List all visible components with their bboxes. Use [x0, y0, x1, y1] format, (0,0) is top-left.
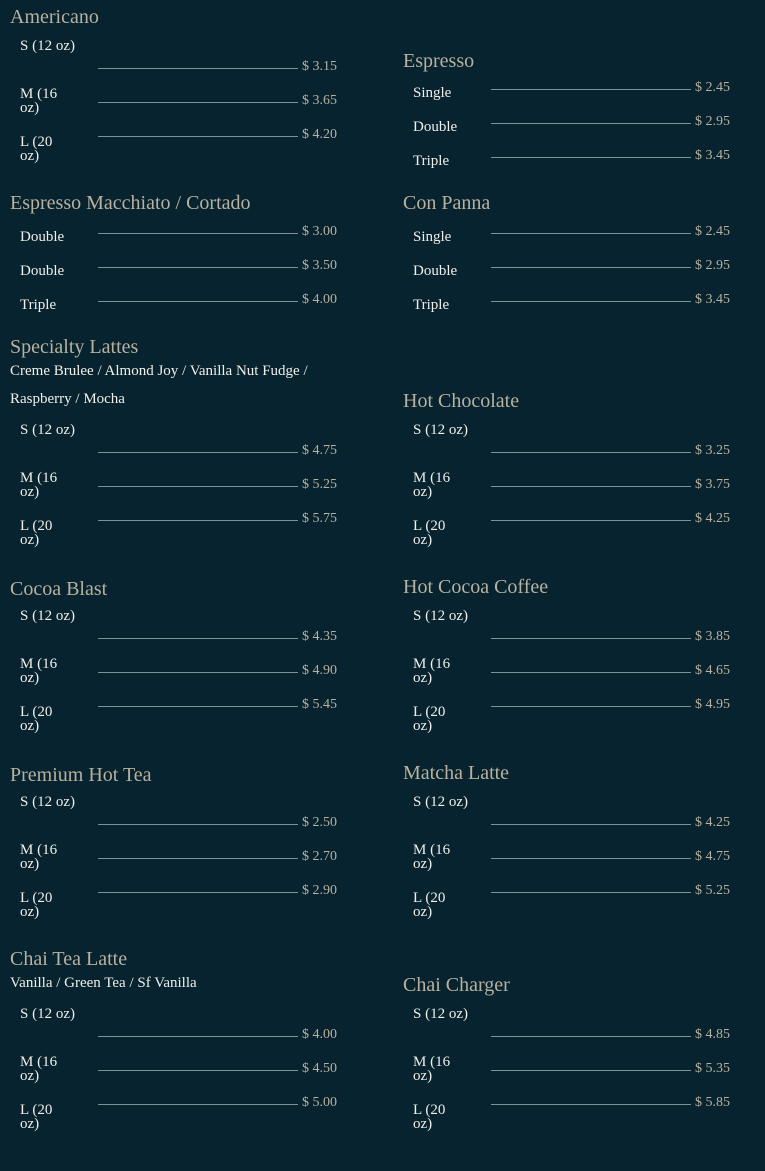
item-size: S (12 oz): [20, 1006, 75, 1022]
item-size: Double: [413, 119, 458, 135]
item-price: $ 4.20: [302, 127, 337, 142]
leader-line: [491, 638, 691, 639]
menu-item: [10, 511, 355, 551]
menu-item: [403, 292, 748, 324]
item-size: S (12 oz): [20, 38, 75, 54]
leader-line: [491, 1104, 691, 1105]
menu-item: [403, 697, 748, 737]
section-title: Premium Hot Tea: [10, 764, 152, 786]
item-size: S (12 oz): [413, 1006, 468, 1022]
section-title: Cocoa Blast: [10, 578, 108, 600]
leader-line: [98, 136, 298, 137]
item-size: L (20 oz): [20, 518, 53, 548]
item-price: $ 4.75: [695, 849, 730, 864]
item-price: $ 4.65: [695, 663, 730, 678]
menu-item: [403, 224, 748, 256]
item-size: L (20 oz): [20, 704, 53, 734]
item-price: $ 2.70: [302, 849, 337, 864]
section-subtitle: Raspberry / Mocha: [10, 391, 125, 407]
item-price: $ 3.65: [302, 93, 337, 108]
item-size: M (16 oz): [413, 1054, 451, 1084]
item-size: S (12 oz): [20, 608, 75, 624]
menu-item: [403, 471, 748, 503]
item-size: L (20 oz): [20, 134, 53, 164]
menu-item: [403, 657, 748, 689]
menu-item: [10, 471, 355, 503]
item-price: $ 5.75: [302, 511, 337, 526]
item-price: $ 4.00: [302, 1027, 337, 1042]
item-size: M (16 oz): [20, 470, 58, 500]
menu-item: [403, 258, 748, 290]
item-size: M (16 oz): [20, 656, 58, 686]
leader-line: [491, 824, 691, 825]
leader-line: [98, 102, 298, 103]
leader-line: [98, 520, 298, 521]
item-price: $ 3.45: [695, 148, 730, 163]
leader-line: [98, 672, 298, 673]
leader-line: [98, 1104, 298, 1105]
menu-item: [10, 1006, 355, 1042]
section-title: Con Panna: [403, 192, 491, 214]
menu-item: [403, 843, 748, 875]
item-price: $ 2.90: [302, 883, 337, 898]
menu-item: [403, 511, 748, 551]
item-size: L (20 oz): [413, 1102, 446, 1132]
leader-line: [98, 301, 298, 302]
item-price: $ 5.45: [302, 697, 337, 712]
leader-line: [98, 638, 298, 639]
section-subtitle: Creme Brulee / Almond Joy / Vanilla Nut Fudge /: [10, 363, 308, 379]
item-size: Double: [413, 263, 458, 279]
menu-item: [10, 843, 355, 875]
menu-item: [403, 883, 748, 923]
section-title: Espresso Macchiato / Cortado: [10, 192, 251, 214]
leader-line: [491, 706, 691, 707]
leader-line: [98, 68, 298, 69]
item-price: $ 2.95: [695, 258, 730, 273]
item-price: $ 4.00: [302, 292, 337, 307]
item-size: Triple: [413, 297, 450, 313]
menu-item: [10, 608, 355, 644]
leader-line: [491, 486, 691, 487]
menu-item: [10, 794, 355, 830]
leader-line: [491, 123, 691, 124]
menu-item: [403, 1095, 748, 1135]
menu-item: [10, 697, 355, 737]
item-price: $ 3.50: [302, 258, 337, 273]
item-size: S (12 oz): [20, 794, 75, 810]
item-size: Double: [20, 229, 65, 245]
item-price: $ 4.90: [302, 663, 337, 678]
item-size: M (16 oz): [413, 842, 451, 872]
section-subtitle: Vanilla / Green Tea / Sf Vanilla: [10, 975, 197, 991]
menu-item: [10, 38, 355, 74]
menu-item: [10, 292, 355, 324]
leader-line: [491, 452, 691, 453]
item-size: Single: [413, 85, 452, 101]
leader-line: [491, 301, 691, 302]
menu-item: [10, 883, 355, 923]
item-size: S (12 oz): [413, 608, 468, 624]
menu-item: [10, 1055, 355, 1087]
menu-item: [403, 148, 748, 180]
leader-line: [98, 706, 298, 707]
leader-line: [98, 1070, 298, 1071]
item-price: $ 3.00: [302, 224, 337, 239]
item-price: $ 4.25: [695, 815, 730, 830]
item-price: $ 5.25: [695, 883, 730, 898]
leader-line: [491, 233, 691, 234]
leader-line: [491, 1070, 691, 1071]
item-price: $ 3.75: [695, 477, 730, 492]
item-price: $ 5.85: [695, 1095, 730, 1110]
item-size: Triple: [20, 297, 57, 313]
item-price: $ 5.25: [302, 477, 337, 492]
leader-line: [98, 892, 298, 893]
section-title: Chai Tea Latte: [10, 948, 128, 970]
item-price: $ 4.85: [695, 1027, 730, 1042]
item-size: L (20 oz): [413, 518, 446, 548]
menu-item: [10, 224, 355, 256]
section-title: Espresso: [403, 50, 475, 72]
menu-item: [403, 608, 748, 644]
leader-line: [491, 1036, 691, 1037]
menu-item: [10, 127, 355, 167]
menu-item: [10, 87, 355, 119]
leader-line: [491, 89, 691, 90]
item-size: Triple: [413, 153, 450, 169]
menu-item: [10, 657, 355, 689]
leader-line: [491, 892, 691, 893]
section-title: Hot Chocolate: [403, 390, 520, 412]
leader-line: [491, 520, 691, 521]
menu-item: [403, 80, 748, 112]
item-size: Double: [20, 263, 65, 279]
menu-item: [10, 1095, 355, 1135]
item-price: $ 3.85: [695, 629, 730, 644]
item-price: $ 3.25: [695, 443, 730, 458]
section-title: Hot Cocoa Coffee: [403, 576, 549, 598]
leader-line: [491, 858, 691, 859]
item-size: L (20 oz): [20, 890, 53, 920]
item-size: L (20 oz): [413, 704, 446, 734]
item-size: S (12 oz): [413, 794, 468, 810]
item-size: S (12 oz): [413, 422, 468, 438]
item-size: M (16 oz): [413, 470, 451, 500]
menu-item: [403, 1055, 748, 1087]
leader-line: [491, 672, 691, 673]
leader-line: [98, 858, 298, 859]
item-price: $ 4.50: [302, 1061, 337, 1076]
item-price: $ 5.35: [695, 1061, 730, 1076]
item-price: $ 4.35: [302, 629, 337, 644]
leader-line: [491, 267, 691, 268]
section-title: Matcha Latte: [403, 762, 510, 784]
item-price: $ 2.50: [302, 815, 337, 830]
menu-item: [403, 1006, 748, 1042]
leader-line: [98, 486, 298, 487]
section-title: Americano: [10, 6, 99, 28]
item-size: S (12 oz): [20, 422, 75, 438]
item-size: L (20 oz): [413, 890, 446, 920]
item-size: M (16 oz): [20, 1054, 58, 1084]
menu-item: [403, 794, 748, 830]
item-size: L (20 oz): [20, 1102, 53, 1132]
item-size: Single: [413, 229, 452, 245]
item-price: $ 3.15: [302, 59, 337, 74]
item-price: $ 4.25: [695, 511, 730, 526]
item-size: M (16 oz): [413, 656, 451, 686]
section-title: Specialty Lattes: [10, 336, 139, 358]
menu-item: [403, 114, 748, 146]
item-price: $ 2.95: [695, 114, 730, 129]
menu-item: [403, 422, 748, 458]
item-price: $ 4.95: [695, 697, 730, 712]
leader-line: [491, 157, 691, 158]
leader-line: [98, 452, 298, 453]
item-price: $ 2.45: [695, 80, 730, 95]
item-price: $ 5.00: [302, 1095, 337, 1110]
leader-line: [98, 824, 298, 825]
item-size: M (16 oz): [20, 842, 58, 872]
item-price: $ 3.45: [695, 292, 730, 307]
item-size: M (16 oz): [20, 86, 58, 116]
item-price: $ 2.45: [695, 224, 730, 239]
item-price: $ 4.75: [302, 443, 337, 458]
menu-item: [10, 258, 355, 290]
leader-line: [98, 233, 298, 234]
section-title: Chai Charger: [403, 974, 510, 996]
leader-line: [98, 267, 298, 268]
menu-item: [10, 422, 355, 458]
leader-line: [98, 1036, 298, 1037]
